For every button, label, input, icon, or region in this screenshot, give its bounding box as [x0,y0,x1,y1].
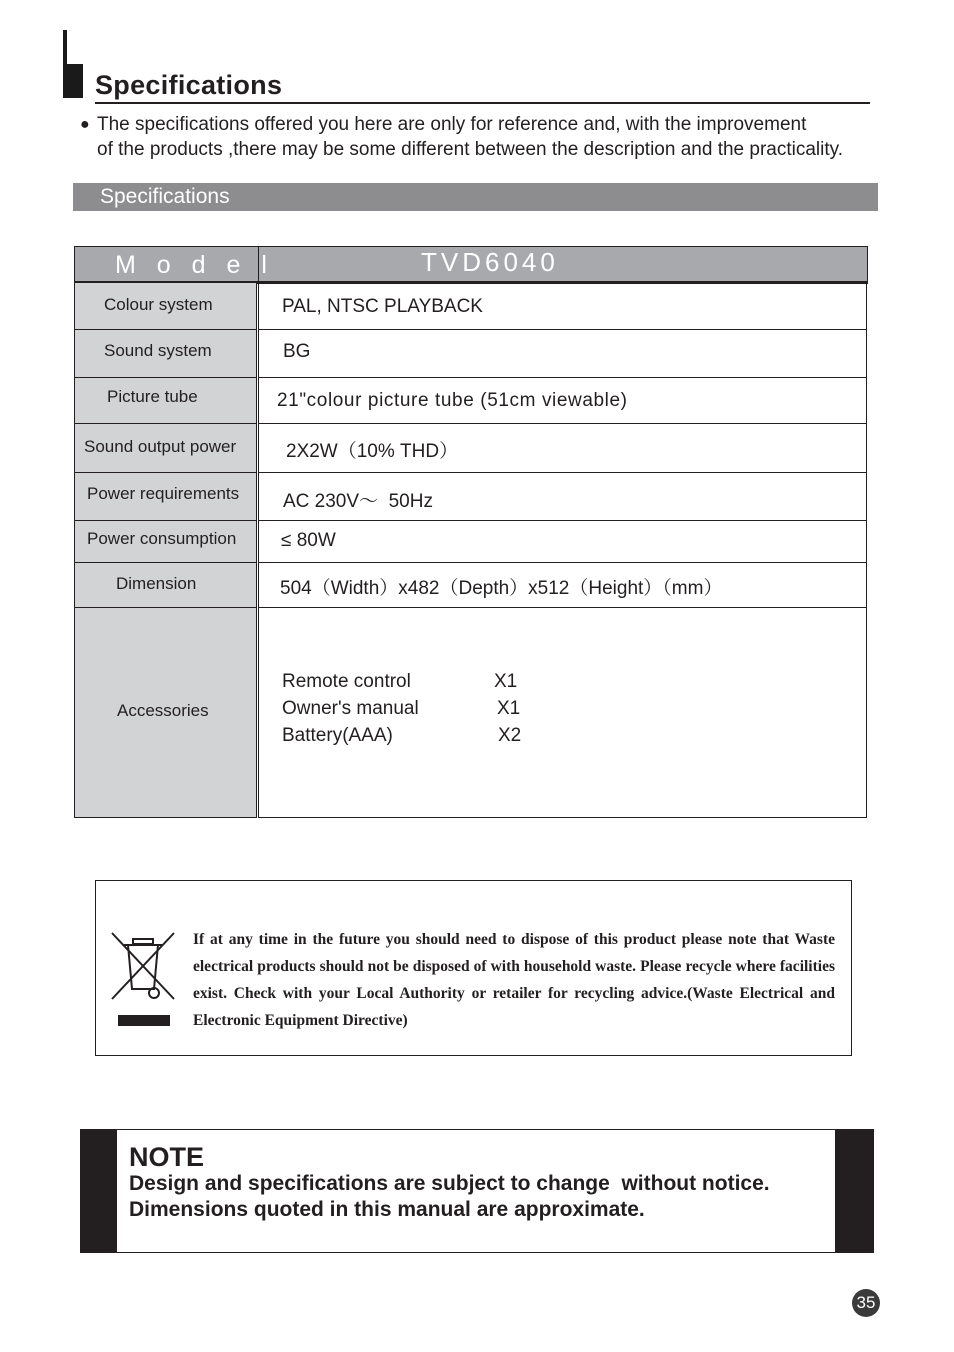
accessory-name: Remote control [282,671,411,692]
note-box [80,1129,874,1253]
row-label-cell [74,563,257,608]
table-row-power-consumption [74,521,868,563]
weee-text: If at any time in the future you should need to dispose of this product please note that Waste electrical products should not be disposed of with household waste. Please recycle where facilities exist. Check with your Local Authority or retailer for recycling advice.(Waste Electrical and Electronic Equipment Directive) [193,931,835,1029]
row-label-cell [74,330,257,378]
row-label-cell [74,378,257,424]
row-value-cell [258,424,867,473]
row-value-cell [258,608,867,818]
header-accent-block [63,64,83,98]
row-value-cell [258,521,867,563]
row-label: Colour system [104,295,213,314]
row-label: Sound output power [84,437,237,456]
table-row-sound-system [74,330,868,378]
spec-table [74,246,868,818]
row-value-cell [258,283,867,330]
table-row-dimension [74,563,868,608]
note-right-bar [835,1130,873,1252]
accessory-name: Owner's manual [282,698,419,719]
crossed-out-wheelie-bin-icon [110,931,178,1029]
row-value-cell [258,330,867,378]
table-row-sound-output-power [74,424,868,473]
row-label: Accessories [117,701,209,720]
row-label-cell [74,283,257,330]
intro-line-2: of the products ,there may be some different between the description and the practicality. [97,139,844,160]
page-number-badge: 35 [852,1289,880,1317]
row-label-cell [74,521,257,563]
row-value-cell [258,473,867,521]
title-underline [95,102,870,104]
row-value: 504（Width）x482（Depth）x512（Height）（mm） [280,578,723,599]
accessory-qty: X2 [498,725,522,746]
table-row-colour-system [74,283,868,330]
row-label-cell [74,473,257,521]
row-label: Sound system [104,341,212,360]
section-bar [73,183,878,211]
note-left-bar [81,1130,117,1252]
intro-paragraph [80,112,920,162]
row-value: ≤ 80W [281,530,336,551]
weee-notice-box [95,880,852,1056]
row-label: Picture tube [107,387,198,406]
list-item [282,668,582,695]
model-label: M o d e l [115,251,274,279]
accessory-name: Battery(AAA) [282,725,393,746]
row-label: Dimension [116,574,197,593]
note-title: NOTE [129,1142,205,1172]
row-value-cell [258,378,867,424]
row-label: Power requirements [87,484,240,503]
table-row-accessories [74,608,868,818]
page-title: Specifications [95,70,283,100]
accessory-qty: X1 [494,671,518,692]
accessories-list [282,668,582,749]
section-bar-label: Specifications [100,185,230,208]
intro-line-1: The specifications offered you here are only for reference and, with the improvement [97,114,807,135]
table-header-row [74,246,868,284]
list-item [282,722,582,749]
list-item [282,695,582,722]
accessory-qty: X1 [497,698,521,719]
row-label-cell [74,424,257,473]
row-value: 2X2W（10% THD） [286,441,459,462]
row-value: BG [283,341,311,362]
bullet-icon: ● [80,116,90,133]
row-value: AC 230V～ 50Hz [283,491,433,512]
table-row-power-requirements [74,473,868,521]
row-value-cell [258,563,867,608]
row-value: 21"colour picture tube (51cm viewable) [277,390,628,411]
model-value: TVD6040 [421,247,559,277]
note-line-1: Design and specifications are subject to change without notice. [129,1172,770,1195]
table-row-picture-tube [74,378,868,424]
row-label-cell [74,608,257,818]
row-value: PAL, NTSC PLAYBACK [282,296,483,317]
row-label: Power consumption [87,529,237,548]
note-line-2: Dimensions quoted in this manual are approximate. [129,1198,645,1221]
